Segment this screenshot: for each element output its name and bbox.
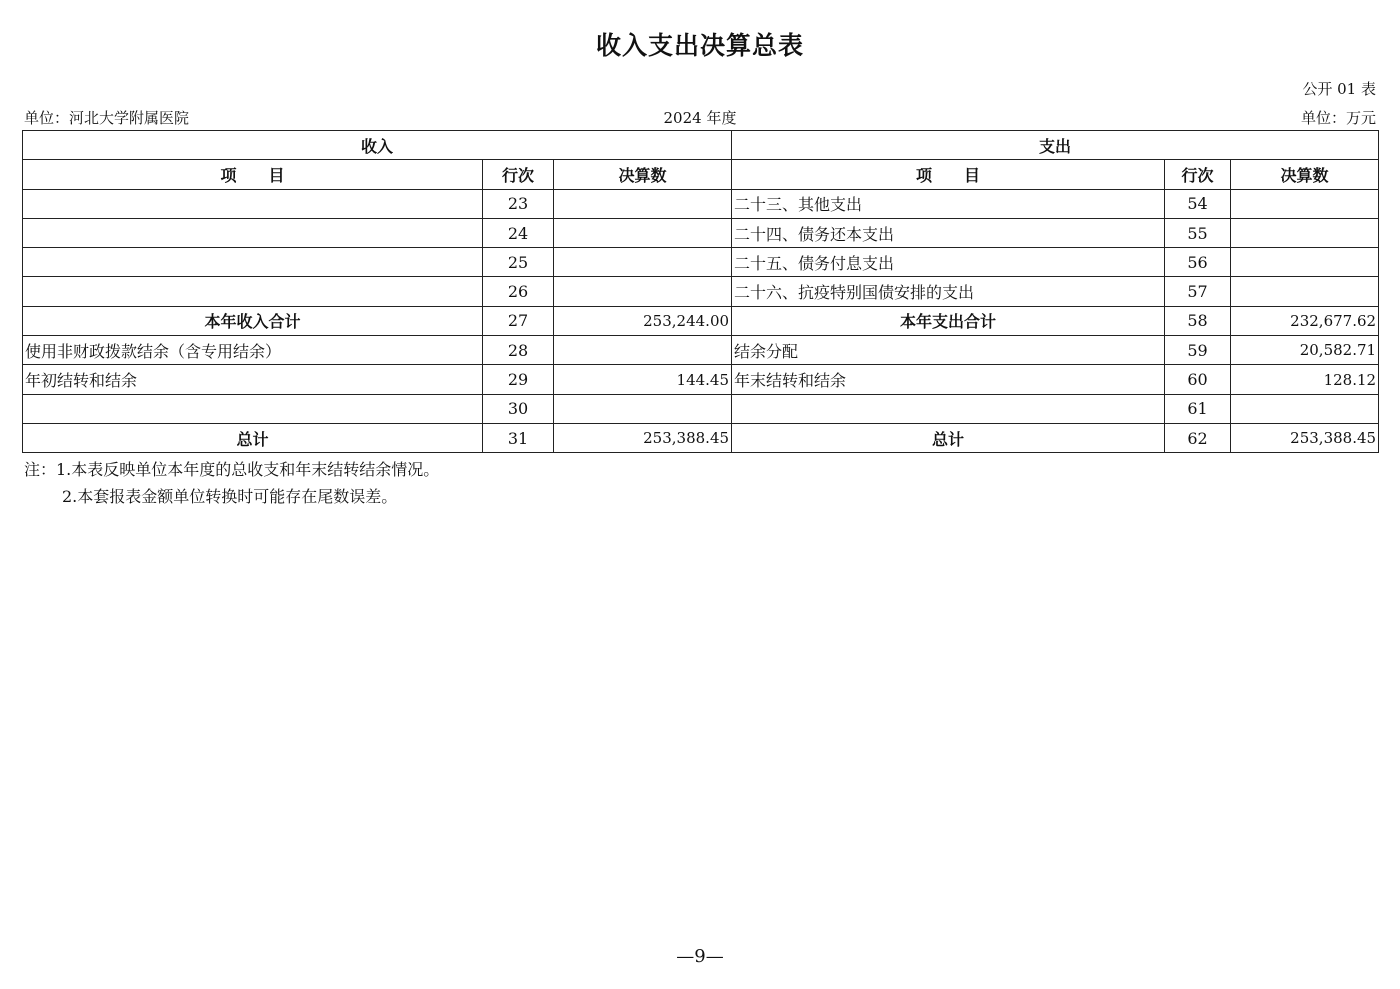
expense-amount-cell (1231, 277, 1379, 306)
income-row-no-cell: 27 (483, 306, 554, 335)
page-number: —9— (676, 946, 724, 967)
table-row (23, 394, 1379, 423)
expense-row-no-cell: 54 (1165, 189, 1231, 218)
expense-item-cell: 年末结转和结余 (732, 365, 1165, 394)
expense-item-cell: 二十五、债务付息支出 (732, 248, 1165, 277)
expense-row-no-cell: 59 (1165, 336, 1231, 365)
income-item-cell (23, 189, 483, 218)
income-item-cell (23, 277, 483, 306)
income-item-cell: 使用非财政拨款结余（含专用结余） (23, 336, 483, 365)
table-row (23, 336, 1379, 365)
income-row-no-cell: 25 (483, 248, 554, 277)
income-amount-cell (554, 277, 732, 306)
income-amount-cell (554, 336, 732, 365)
expense-amount-cell (1231, 248, 1379, 277)
expense-row-no-header: 行次 (1165, 160, 1231, 189)
expense-amount-cell: 128.12 (1231, 365, 1379, 394)
group-header-row (23, 131, 1379, 160)
expense-group-header: 支出 (732, 131, 1379, 160)
expense-annual-total-amount: 232,677.62 (1231, 306, 1379, 335)
income-item-cell: 年初结转和结余 (23, 365, 483, 394)
expense-row-no-cell: 57 (1165, 277, 1231, 306)
income-item-cell (23, 218, 483, 247)
unit-label: 单位：河北大学附属医院 (24, 109, 190, 127)
expense-item-cell: 结余分配 (732, 336, 1165, 365)
expense-row-no-cell: 62 (1165, 423, 1231, 452)
income-row-no-cell: 30 (483, 394, 554, 423)
expense-row-no-cell: 56 (1165, 248, 1231, 277)
expense-amount-cell (1231, 394, 1379, 423)
table-row (23, 189, 1379, 218)
income-amount-cell (554, 218, 732, 247)
year-label: 2024 年度 (663, 109, 737, 127)
expense-grand-total-label: 总计 (732, 423, 1165, 452)
currency-label: 单位：万元 (1300, 109, 1376, 127)
expense-row-no-cell: 61 (1165, 394, 1231, 423)
income-row-no-cell: 26 (483, 277, 554, 306)
grand-total-row (23, 423, 1379, 452)
income-row-no-header: 行次 (483, 160, 554, 189)
income-item-header: 项 目 (23, 160, 483, 189)
expense-row-no-cell: 55 (1165, 218, 1231, 247)
income-amount-cell (554, 394, 732, 423)
expense-item-cell: 二十三、其他支出 (732, 189, 1165, 218)
annual-total-row (23, 306, 1379, 335)
expense-amount-cell (1231, 189, 1379, 218)
notes (24, 456, 439, 510)
income-row-no-cell: 29 (483, 365, 554, 394)
table-row (23, 277, 1379, 306)
income-item-cell (23, 394, 483, 423)
table-row (23, 248, 1379, 277)
table-row (23, 365, 1379, 394)
expense-item-cell (732, 394, 1165, 423)
income-grand-total-amount: 253,388.45 (554, 423, 732, 452)
income-group-header: 收入 (23, 131, 732, 160)
income-grand-total-label: 总计 (23, 423, 483, 452)
note-1: 注：1.本表反映单位本年度的总收支和年末结转结余情况。 (24, 460, 440, 479)
expense-grand-total-amount: 253,388.45 (1231, 423, 1379, 452)
expense-amount-cell (1231, 218, 1379, 247)
income-row-no-cell: 28 (483, 336, 554, 365)
expense-amount-header: 决算数 (1231, 160, 1379, 189)
income-amount-header: 决算数 (554, 160, 732, 189)
income-row-no-cell: 24 (483, 218, 554, 247)
expense-row-no-cell: 60 (1165, 365, 1231, 394)
expense-annual-total-label: 本年支出合计 (732, 306, 1165, 335)
income-annual-total-amount: 253,244.00 (554, 306, 732, 335)
note-2: 2.本套报表金额单位转换时可能存在尾数误差。 (62, 487, 398, 506)
form-code: 公开 01 表 (1302, 80, 1376, 98)
expense-item-cell: 二十六、抗疫特别国债安排的支出 (732, 277, 1165, 306)
income-amount-cell (554, 248, 732, 277)
expense-item-header: 项 目 (732, 160, 1165, 189)
income-expense-table (22, 130, 1379, 453)
income-annual-total-label: 本年收入合计 (23, 306, 483, 335)
expense-row-no-cell: 58 (1165, 306, 1231, 335)
income-amount-cell: 144.45 (554, 365, 732, 394)
page-title: 收入支出决算总表 (595, 31, 804, 60)
column-header-row (23, 160, 1379, 189)
income-row-no-cell: 23 (483, 189, 554, 218)
income-amount-cell (554, 189, 732, 218)
expense-item-cell: 二十四、债务还本支出 (732, 218, 1165, 247)
expense-amount-cell: 20,582.71 (1231, 336, 1379, 365)
income-row-no-cell: 31 (483, 423, 554, 452)
table-row (23, 218, 1379, 247)
income-item-cell (23, 248, 483, 277)
